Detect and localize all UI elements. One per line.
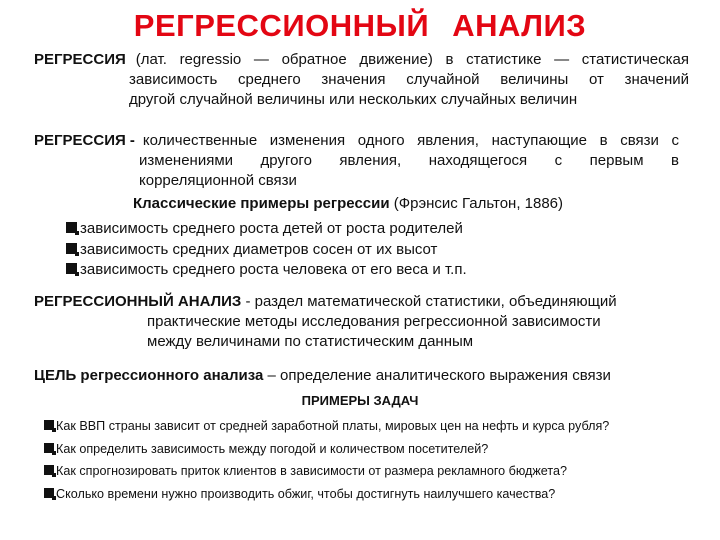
list-item: зависимость среднего роста детей от роста родителей <box>66 219 467 240</box>
definition-line: (лат. regressio — обратное движение) в статистике — статистическая <box>135 51 689 68</box>
term-regression-analysis: РЕГРЕССИОННЫЙ АНАЛИЗ <box>34 293 242 310</box>
definition-line: изменениями другого явления, находящегося с первым в <box>139 152 679 169</box>
definition-line: - раздел математической статистики, объединяющий <box>245 293 617 310</box>
examples-source: (Фрэнсис Гальтон, 1886) <box>393 195 564 212</box>
bullet-icon <box>66 243 77 254</box>
examples-list <box>66 219 467 281</box>
list-item: Сколько времени нужно производить обжиг, чтобы достигнуть наилучшего качества? <box>44 483 609 506</box>
examples-heading <box>133 195 563 212</box>
bullet-icon <box>66 222 77 233</box>
bullet-icon <box>66 263 77 274</box>
definition-line: количественные изменения одного явления, наступающие в связи с <box>142 132 679 149</box>
goal-term: ЦЕЛЬ регрессионного анализа <box>34 367 264 384</box>
bullet-icon <box>44 465 54 475</box>
definition-regression-analysis <box>34 292 664 352</box>
list-item: Как спрогнозировать приток клиентов в зависимости от размера рекламного бюджета? <box>44 460 609 483</box>
list-item: зависимость среднего роста человека от его веса и т.п. <box>66 260 467 281</box>
definition-line: другой случайной величины или нескольких случайных величин <box>129 91 578 108</box>
definition-line: зависимость среднего значения случайной величины от значений <box>129 71 689 88</box>
tasks-list <box>44 415 609 505</box>
bullet-icon <box>44 443 54 453</box>
list-item: зависимость средних диаметров сосен от их высот <box>66 240 467 261</box>
term-regression: РЕГРЕССИЯ <box>34 51 126 68</box>
bullet-icon <box>44 420 54 430</box>
definition-regression-change <box>34 131 679 191</box>
tasks-heading: ПРИМЕРЫ ЗАДАЧ <box>301 393 419 408</box>
term-regression: РЕГРЕССИЯ - <box>34 132 135 149</box>
bullet-icon <box>44 488 54 498</box>
examples-title: Классические примеры регрессии <box>133 195 390 212</box>
definition-line: практические методы исследования регрессионной зависимости <box>147 313 601 330</box>
definition-regression-latin <box>34 50 689 110</box>
list-item: Как ВВП страны зависит от средней заработной платы, мировых цен на нефть и курса рубля? <box>44 415 609 438</box>
page-title: РЕГРЕССИОННЫЙ АНАЛИЗ <box>133 8 587 43</box>
analysis-goal <box>34 366 694 386</box>
list-item: Как определить зависимость между погодой и количеством посетителей? <box>44 438 609 461</box>
definition-line: корреляционной связи <box>139 172 297 189</box>
definition-line: между величинами по статистическим данным <box>147 333 474 350</box>
goal-text: – определение аналитического выражения связи <box>267 367 611 384</box>
